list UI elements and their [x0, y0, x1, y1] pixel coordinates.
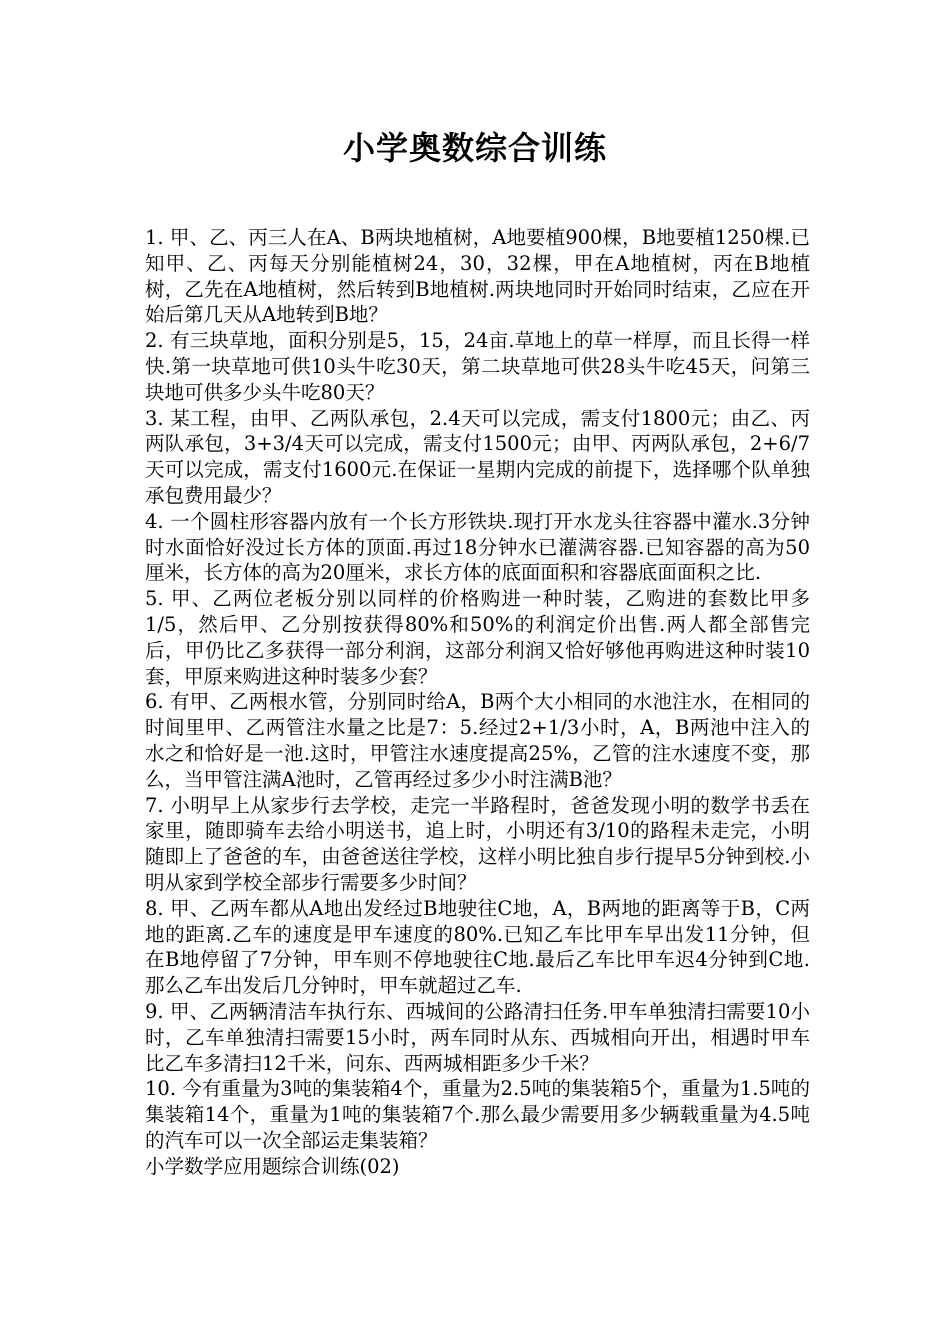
problem-3: 3. 某工程，由甲、乙两队承包，2.4天可以完成，需支付1800元；由乙、丙两队承包，3+3/4天可以完成，需支付1500元；由甲、丙两队承包，2+6/7天可以完成，需支付1600元.在保证一星期内完成的前提下，选择哪个队单独承包费用最少？	[145, 406, 810, 507]
problem-list	[145, 225, 810, 1179]
problem-7: 7. 小明早上从家步行去学校，走完一半路程时，爸爸发现小明的数学书丢在家里，随即骑车去给小明送书，追上时，小明还有3/10的路程未走完，小明随即上了爸爸的车，由爸爸送往学校，这样小明比独自步行提早5分钟到校.小明从家到学校全部步行需要多少时间？	[145, 793, 810, 894]
problem-2: 2. 有三块草地，面积分别是5，15，24亩.草地上的草一样厚，而且长得一样快.第一块草地可供10头牛吃30天，第二块草地可供28头牛吃45天，问第三块地可供多少头牛吃80天？	[145, 329, 810, 404]
document-title: 小学奥数综合训练	[342, 129, 607, 167]
problem-5: 5. 甲、乙两位老板分别以同样的价格购进一种时装，乙购进的套数比甲多1/5，然后甲、乙分别按获得80%和50%的利润定价出售.两人都全部售完后，甲仍比乙多获得一部分利润，这部分利润又恰好够他再购进这种时装10套，甲原来购进这种时装多少套？	[145, 587, 810, 688]
section-footer: 小学数学应用题综合训练(02)	[145, 1154, 400, 1178]
problem-4: 4. 一个圆柱形容器内放有一个长方形铁块.现打开水龙头往容器中灌水.3分钟时水面恰好没过长方体的顶面.再过18分钟水已灌满容器.已知容器的高为50厘米，长方体的高为20厘米，求长方体的底面面积和容器底面面积之比.	[145, 509, 810, 585]
problem-1: 1. 甲、乙、丙三人在A、B两块地植树，A地要植900棵，B地要植1250棵.已知甲、乙、丙每天分别能植树24，30，32棵，甲在A地植树，丙在B地植树，乙先在A地植树，然后转到B地植树.两块地同时开始同时结束，乙应在开始后第几天从A地转到B地？	[145, 226, 810, 327]
problem-6: 6. 有甲、乙两根水管，分别同时给A，B两个大小相同的水池注水，在相同的时间里甲、乙两管注水量之比是7：5.经过2+1/3小时，A，B两池中注入的水之和恰好是一池.这时，甲管注水速度提高25%，乙管的注水速度不变，那么，当甲管注满A池时，乙管再经过多少小时注满B池？	[145, 690, 810, 791]
problem-10: 10. 今有重量为3吨的集装箱4个，重量为2.5吨的集装箱5个，重量为1.5吨的集装箱14个，重量为1吨的集装箱7个.那么最少需要用多少辆载重量为4.5吨的汽车可以一次全部运走集装箱？	[145, 1077, 810, 1152]
problem-9: 9. 甲、乙两辆清洁车执行东、西城间的公路清扫任务.甲车单独清扫需要10小时，乙车单独清扫需要15小时，两车同时从东、西城相向开出，相遇时甲车比乙车多清扫12千米，问东、西两城相距多少千米？	[145, 999, 810, 1075]
problem-8: 8. 甲、乙两车都从A地出发经过B地驶往C地，A，B两地的距离等于B，C两地的距离.乙车的速度是甲车速度的80%.已知乙车比甲车早出发11分钟，但在B地停留了7分钟，甲车则不停地驶往C地.最后乙车比甲车迟4分钟到C地.那么乙车出发后几分钟时，甲车就超过乙车.	[145, 896, 810, 998]
